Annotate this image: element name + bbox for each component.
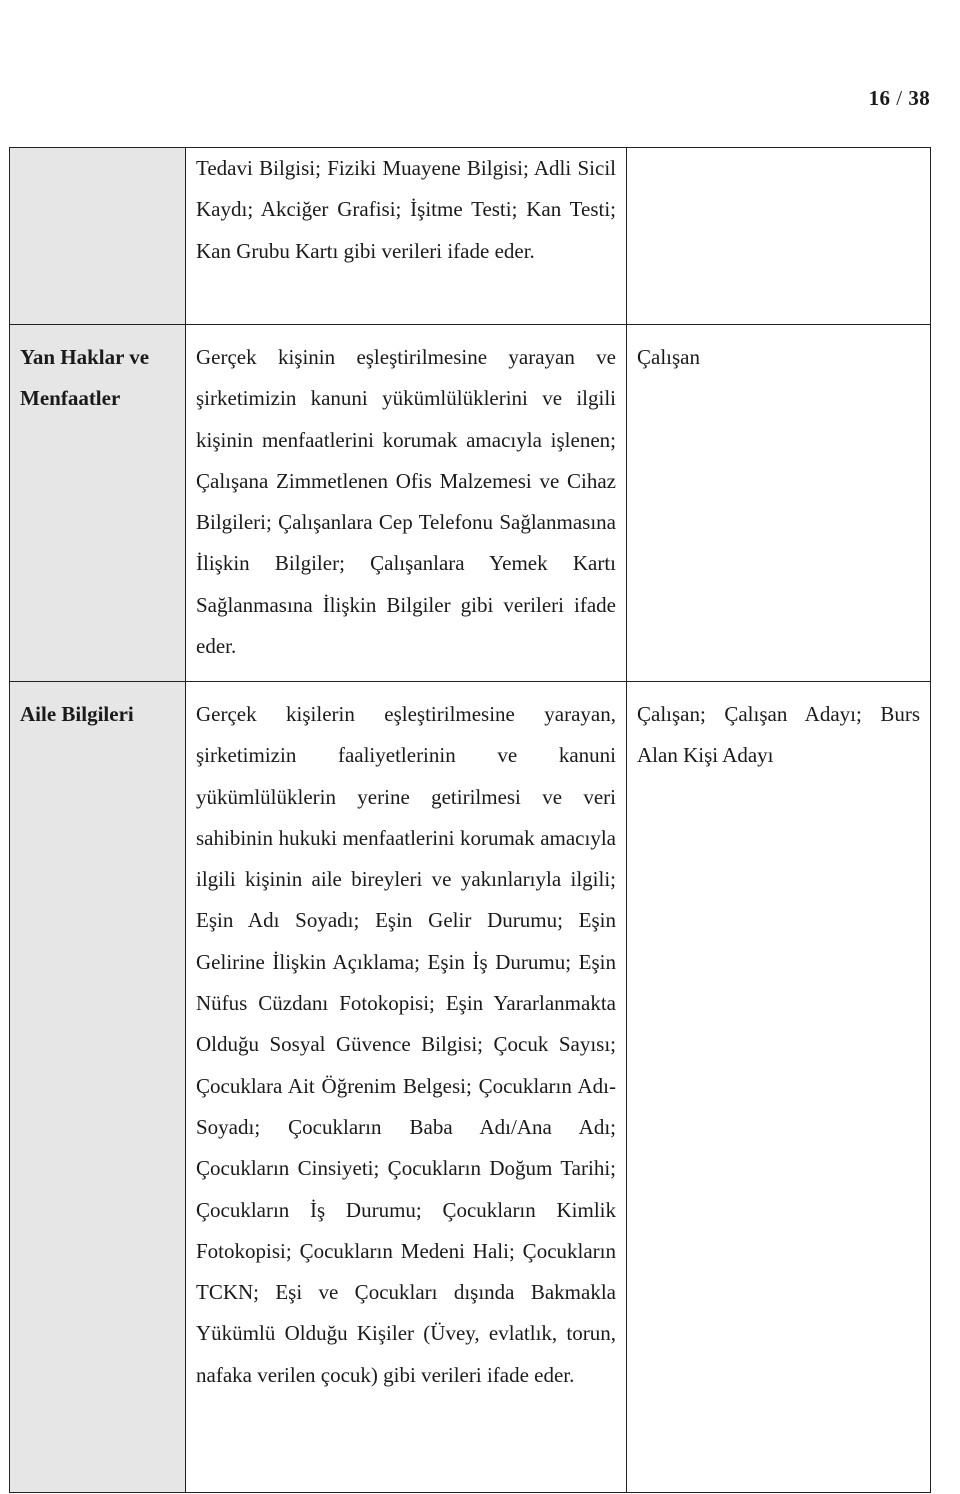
page-current: 16 [868, 86, 891, 110]
page-separator: / [896, 86, 903, 110]
personal-data-categories-table [9, 147, 931, 1493]
data-subjects-cell: Çalışan; Çalışan Adayı; Burs Alan Kişi Adayı [627, 682, 931, 1493]
category-cell [10, 148, 186, 325]
data-subjects-cell: Çalışan [627, 325, 931, 682]
description-cell [186, 148, 627, 325]
description-cell [186, 682, 627, 1493]
page-number [869, 86, 930, 111]
description-text: Gerçek kişinin eşleştirilmesine yarayan ve şirketimizin kanuni yükümlülüklerini ve ilgili kişinin menfaatlerini korumak amacıyla işlenen; Çalışana Zimmetlenen Ofis Malzemesi ve Cihaz Bilgileri; Çalışanlara Cep Telefonu Sağlanmasına İlişkin Bilgiler; Çalışanlara Yemek Kartı Sağlanmasına İlişkin Bilgiler gibi verileri ifade eder. [196, 345, 616, 659]
table-row [10, 682, 931, 1493]
category-cell: Yan Haklar ve Menfaatler [10, 325, 186, 682]
data-subjects-cell [627, 148, 931, 325]
description-cell [186, 325, 627, 682]
page-total: 38 [908, 86, 930, 110]
table-row [10, 148, 931, 325]
description-text: Tedavi Bilgisi; Fiziki Muayene Bilgisi; Adli Sicil Kaydı; Akciğer Grafisi; İşitme Testi; Kan Testi; Kan Grubu Kartı gibi verileri ifade eder. [196, 156, 616, 263]
table-row [10, 325, 931, 682]
description-text: Gerçek kişilerin eşleştirilmesine yarayan, şirketimizin faaliyetlerinin ve kanuni yükümlülüklerin yerine getirilmesi ve veri sahibinin hukuki menfaatlerini korumak amacıyla ilgili kişinin aile bireyleri ve yakınlarıyla ilgili; Eşin Adı Soyadı; Eşin Gelir Durumu; Eşin Gelirine İlişkin Açıklama; Eşin İş Durumu; Eşin Nüfus Cüzdanı Fotokopisi; Eşin Yararlanmakta Olduğu Sosyal Güvence Bilgisi; Çocuk Sayısı; Çocuklara Ait Öğrenim Belgesi; Çocukların Adı-Soyadı; Çocukların Baba Adı/Ana Adı; Çocukların Cinsiyeti; Çocukların Doğum Tarihi; Çocukların İş Durumu; Çocukların Kimlik Fotokopisi; Çocukların Medeni Hali; Çocukların TCKN; Eşi ve Çocukları dışında Bakmakla Yükümlü Olduğu Kişiler (Üvey, evlatlık, torun, nafaka verilen çocuk) gibi verileri ifade eder. [196, 702, 616, 1387]
category-cell: Aile Bilgileri [10, 682, 186, 1493]
